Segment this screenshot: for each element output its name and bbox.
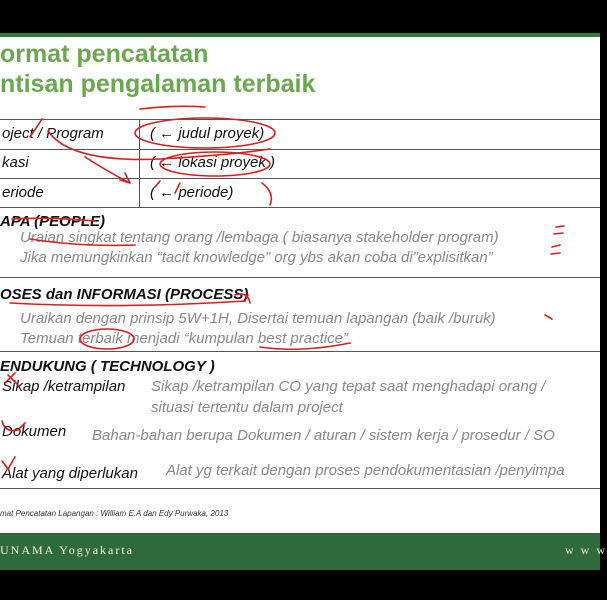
table-row-divider (0, 149, 600, 150)
top-accent-bar (0, 33, 600, 37)
annotation-stroke (140, 106, 205, 109)
footer-url: w w w (565, 543, 607, 557)
process-line-1: Uraikan dengan prinsip 5W+1H, Disertai temuan lapangan (baik /buruk) (20, 310, 496, 327)
annotation-mark (551, 245, 560, 254)
people-line-1: Uraian singkat tentang orang /lembaga ( biasanya stakeholder program) (20, 229, 499, 246)
tech-item-desc-skills-2: situasi tertentu dalam project (151, 399, 343, 416)
footer-organization: UNAMA Yogyakarta (0, 543, 134, 557)
table-column-divider (139, 119, 140, 207)
row-label-project: oject / Program (2, 125, 104, 142)
slide-title (0, 39, 315, 99)
row-value-location: ( ← lokasi proyek ) (150, 154, 276, 171)
section-divider (0, 351, 600, 352)
source-note: mat Pencatatan Lapangan : William E.A dan Edy Purwaka, 2013 (0, 509, 229, 518)
annotation-arrow (85, 157, 130, 183)
row-label-period: eriode (2, 184, 44, 201)
table-row-divider (0, 178, 600, 179)
table-top-border (0, 119, 600, 120)
annotation-mark (545, 315, 552, 319)
slide-title-line2: ntisan pengalaman terbaik (0, 70, 316, 98)
section-heading-people: APA (PEOPLE) (0, 213, 106, 230)
tech-item-desc-skills-1: Sikap /ketrampilan CO yang tepat saat menghadapi orang / (151, 378, 546, 395)
slide-title-line1: ormat pencatatan (0, 40, 209, 68)
section-heading-process: OSES dan INFORMASI (PROCESS) (0, 286, 249, 303)
row-value-project: ( ← judul proyek) (150, 125, 265, 142)
row-value-period: ( ← periode) (150, 184, 234, 201)
tech-item-label-skills: Sikap /ketrampilan (2, 378, 126, 395)
presentation-slide (0, 33, 607, 570)
section-divider (0, 277, 600, 278)
tech-item-desc-tools: Alat yg terkait dengan proses pendokumentasian /penyimpa (166, 462, 565, 479)
row-label-location: kasi (2, 154, 29, 171)
people-line-2: Jika memungkinkan “tacit knowledge” org ybs akan coba di”explisitkan” (20, 249, 493, 266)
annotation-mark (554, 226, 564, 234)
section-divider (0, 488, 600, 489)
process-line-2: Temuan terbaik menjadi “kumpulan best practice” (20, 330, 348, 347)
tech-item-desc-documents: Bahan-bahan berupa Dokumen / aturan / sistem kerja / prosedur / SO (92, 427, 555, 444)
tech-item-label-tools: Alat yang diperlukan (2, 465, 138, 482)
annotation-stroke (262, 183, 271, 205)
table-bottom-border (0, 207, 600, 208)
slide-footer (0, 533, 607, 570)
tech-item-label-documents: Dokumen (2, 423, 67, 440)
section-heading-technology: ENDUKUNG ( TECHNOLOGY ) (0, 358, 215, 375)
